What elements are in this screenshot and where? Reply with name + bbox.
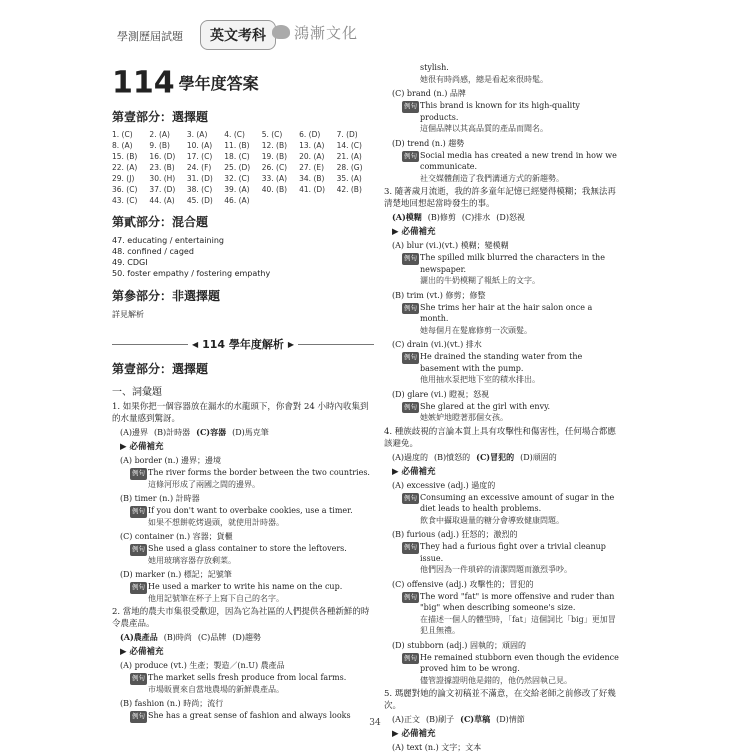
answer-item: 44. (A) [149, 196, 175, 205]
example-sentence [384, 652, 620, 687]
word-list [112, 660, 374, 722]
answer-item: 26. (C) [261, 163, 288, 172]
example-zh: 灑出的牛奶模糊了報紙上的文字。 [420, 276, 540, 285]
answer-item: 19. (B) [261, 152, 288, 161]
answer-item: 9. (B) [149, 141, 170, 150]
example-zh: 她用玻璃容器存放剩菜。 [148, 555, 236, 565]
example-tag: 例句 [130, 582, 147, 594]
part2-heading: 第貳部分：混合題 [112, 215, 209, 229]
word-entry: (A) blur (vi.)(vt.) 模糊；變模糊 [392, 241, 509, 250]
word-entry: (C) drain (vi.)(vt.) 排水 [392, 340, 482, 349]
series-title: 學測歷屆試題 [117, 30, 183, 43]
example-sentence [112, 467, 374, 490]
example-en: She has a great sense of fashion and always looks [148, 711, 351, 720]
option: (A)過度的 [392, 452, 429, 462]
example-zh: 儘管證據證明他是錯的，他仍然固執己見。 [420, 675, 572, 685]
example-sentence [112, 543, 374, 566]
option: (A)模糊 [392, 212, 422, 222]
example-sentence [384, 591, 620, 637]
answer-item: 22. (A) [112, 163, 138, 172]
example-en: Social media has created a new trend in how we communicate. [420, 150, 617, 171]
example-zh: 她嫉妒地瞪著那個女孩。 [420, 413, 508, 422]
example-en: If you don't want to overbake cookies, use a timer. [148, 506, 353, 515]
word-entry: (D) glare (vi.) 瞪視；怒視 [392, 389, 490, 399]
example-continued: stylish. 她很有時尚感，總是看起來很時髦。 [420, 63, 548, 84]
option-list [120, 632, 374, 643]
answer-item: 35. (A) [336, 174, 362, 183]
word-entry: (B) timer (n.) 計時器 [120, 494, 200, 503]
example-tag: 例句 [130, 506, 147, 518]
example-zh: 他用抽水泵把地下室的積水排出。 [420, 375, 540, 384]
answer-item: 23. (B) [149, 163, 175, 172]
example-en: They had a furious fight over a trivial cleanup issue. [420, 542, 606, 563]
option-list [392, 452, 620, 463]
option: (D)馬克筆 [232, 428, 269, 437]
example-tag: 例句 [402, 253, 419, 265]
option: (B)時尚 [163, 633, 192, 642]
vocab-subheading: 一、詞彙題 [112, 387, 162, 398]
example-en: He drained the standing water from the basement with the pump. [420, 352, 583, 373]
answer-item: 24. (F) [186, 163, 212, 172]
analysis-heading: 第壹部分：選擇題 [112, 362, 209, 376]
option: (C)排水 [461, 213, 491, 222]
example-tag: 例句 [130, 468, 147, 480]
answer-item: 17. (C) [186, 152, 213, 161]
example-zh: 飲食中攝取過量的糖分會導致健康問題。 [420, 515, 564, 525]
example-sentence [112, 672, 374, 695]
answer-item: 33. (A) [261, 174, 287, 183]
analysis-banner: ◀ 114 學年度解析 ▶ [112, 336, 374, 352]
answer-grid [112, 130, 374, 205]
word-entry: (C) container (n.) 容器；貨櫃 [120, 532, 233, 541]
example-en: This brand is known for its high-quality products. [420, 101, 580, 122]
example-sentence [112, 505, 374, 528]
answer-item: 36. (C) [112, 185, 138, 194]
example-en: The market sells fresh produce from local farms. [148, 673, 347, 682]
option: (C)冒犯的 [476, 451, 515, 462]
option-list [120, 427, 374, 438]
word-entry: (A) border (n.) 邊界；邊境 [120, 456, 222, 465]
example-tag: 例句 [130, 673, 147, 685]
answer-item: 41. (D) [299, 185, 326, 194]
answer-item: 2. (A) [149, 130, 170, 139]
answer-item: 25. (D) [224, 163, 251, 172]
example-tag: 例句 [402, 653, 419, 665]
answer-item: 5. (C) [261, 130, 283, 139]
answer-item: 40. (B) [261, 185, 288, 194]
answer-item: 37. (D) [149, 185, 176, 194]
part1-heading: 第壹部分：選擇題 [112, 110, 209, 124]
example-tag: 例句 [402, 493, 419, 505]
option: (A)邊界 [120, 428, 149, 437]
word-entry: (C) brand (n.) 品牌 [392, 89, 466, 98]
example-sentence [384, 401, 620, 424]
answer-item: 30. (H) [149, 174, 176, 183]
option-list [392, 212, 620, 223]
example-zh: 這個品牌以其高品質的產品而聞名。 [420, 124, 548, 133]
answer-item: 34. (B) [299, 174, 325, 183]
answer-item: 8. (A) [112, 141, 133, 150]
answer-item: 21. (A) [336, 152, 362, 161]
word-list [384, 480, 620, 687]
word-entry: (D) marker (n.) 標記；記號筆 [120, 570, 232, 579]
answer-item: 13. (A) [299, 141, 325, 150]
question-3: 3. 隨著歲月流逝，我的許多童年記憶已經變得模糊；我無法再清楚地回想起當時發生的事。 (A)模糊 (B)修剪 (C)排水 (D)怒視 ▶ 必備補充 (A) blur (vi.)(vt.) 模糊；變模糊 例句 The spilled milk blurred the characters in the newspaper. 灑出的牛奶模糊了報紙上的文字。 (B) trim (vt.) 修剪；修整 例句 She trims her hair at the hair salon once a month. 她每個月在髮廊修剪一次頭髮。 (C) drain (vi.)(vt.) 排水 例句 He drained the standing water from the basement with the pump. 他用抽水泵把地下室的積水排出。 (D) glare (vi.) 瞪視；怒視 例句 She glared at the girl with envy. 她嫉妒地瞪著那個女孩。 [384, 186, 620, 424]
example-zh: 這條河形成了兩國之間的邊界。 [148, 479, 260, 489]
answer-item: 29. (J) [112, 174, 135, 183]
answer-item: 32. (C) [224, 174, 250, 183]
word-entry: (A) produce (vt.) 生產；製造／(n.U) 農產品 [120, 661, 285, 670]
part3-heading: 第參部分：非選擇題 [112, 289, 221, 303]
example-zh: 她每個月在髮廊修剪一次頭髮。 [420, 325, 532, 335]
example-tag: 例句 [130, 711, 147, 723]
example-sentence [384, 351, 620, 386]
word-entry: (D) stubborn (adj.) 固執的；頑固的 [392, 640, 526, 650]
word-list [384, 240, 620, 424]
option: (D)頑固的 [520, 452, 557, 462]
answer-item: 38. (C) [186, 185, 213, 194]
question-1: 1. 如果你把一個容器放在漏水的水龍頭下，你會對 24 小時內收集到的水量感到驚訝。 (A)邊界 (B)計時器 (C)容器 (D)馬克筆 ▶ 必備補充 (A) border (n.) 邊界；邊境 例句 The river forms the border between the two countries. 這條河形成了兩國之間的邊界。 (B) timer (n.) 計時器 例句 If you don't want to overbake cookies, use a timer. 如果不想餅乾烤過頭，就使用計時器。 (C) container (n.) 容器；貨櫃 例句 She used a glass container to store the leftovers. 她用玻璃容器存放剩菜。 (D) marker (n.) 標記；記號筆 例句 He used a marker to write his name on the cup. 他用記號筆在杯子上寫下自己的名字。 [112, 401, 374, 604]
option: (B)修剪 [427, 213, 456, 222]
left-column [112, 62, 374, 723]
supplement-heading: ▶ 必備補充 [392, 227, 436, 237]
mixed-answer-item: 48. confined / caged [112, 247, 194, 256]
supplement-heading: ▶ 必備補充 [120, 442, 164, 452]
example-zh: 在描述一個人的體型時，「fat」這個詞比「big」更加冒犯且無禮。 [420, 614, 616, 635]
example-tag: 例句 [402, 542, 419, 554]
word-entry: (B) fashion (n.) 時尚；流行 [120, 699, 224, 708]
word-list [384, 742, 620, 753]
option: (A)正文 [392, 715, 421, 724]
mixed-answer-item: 50. foster empathy / fostering empathy [112, 269, 271, 278]
answer-item: 42. (B) [336, 185, 362, 194]
subject-badge: 英文考科 [200, 20, 276, 50]
answer-item: 45. (D) [186, 196, 213, 205]
example-tag: 例句 [402, 352, 419, 364]
answer-item: 31. (D) [186, 174, 213, 183]
example-tag: 例句 [130, 544, 147, 556]
example-zh: 他用記號筆在杯子上寫下自己的名字。 [148, 593, 284, 603]
answer-item: 10. (A) [186, 141, 213, 150]
option: (C)草稿 [460, 714, 491, 724]
word-list [384, 88, 620, 184]
example-sentence [384, 492, 620, 527]
page-title: 114 學年度答案 [112, 65, 259, 101]
example-tag: 例句 [402, 101, 419, 113]
example-sentence [384, 150, 620, 185]
answer-item: 3. (A) [186, 130, 208, 139]
answer-item: 7. (D) [336, 130, 358, 139]
answer-item: 20. (A) [299, 152, 325, 161]
option: (B)計時器 [154, 428, 191, 437]
answer-item: 46. (A) [224, 196, 250, 205]
page-number: 34 [369, 718, 381, 728]
publisher-logo: 鴻漸文化 [272, 22, 358, 43]
option: (D)趨勢 [232, 633, 261, 642]
option: (B)憤怒的 [434, 452, 471, 462]
example-en: She used a glass container to store the leftovers. [148, 544, 347, 553]
mixed-answer-item: 49. CDGI [112, 258, 148, 267]
word-entry: (D) trend (n.) 趨勢 [392, 138, 465, 148]
example-tag: 例句 [402, 592, 419, 604]
word-list [112, 455, 374, 604]
example-en: The word "fat" is more offensive and ruder than "big" when describing someone's size. [420, 591, 615, 612]
option: (A)農產品 [120, 632, 158, 642]
supplement-heading: ▶ 必備補充 [392, 466, 436, 477]
option: (B)刷子 [426, 715, 455, 724]
option: (D)情節 [496, 715, 525, 724]
answer-item: 15. (B) [112, 152, 138, 161]
answer-item: 14. (C) [336, 141, 362, 150]
example-sentence [384, 252, 620, 287]
word-entry: (B) furious (adj.) 狂怒的；激烈的 [392, 530, 518, 539]
mixed-answer-item: 47. educating / entertaining [112, 236, 224, 245]
part3-note: 詳見解析 [112, 310, 144, 319]
example-en: The river forms the border between the two countries. [148, 468, 370, 477]
example-en: She glared at the girl with envy. [420, 401, 551, 411]
example-en: He remained stubborn even though the evidence proved him to be wrong. [420, 652, 619, 673]
example-sentence [112, 581, 374, 604]
answer-item: 18. (C) [224, 152, 250, 161]
word-entry: (A) text (n.) 文字；文本 [392, 743, 482, 752]
example-tag: 例句 [402, 303, 419, 315]
answer-item: 12. (B) [261, 141, 288, 150]
word-entry: (C) offensive (adj.) 攻擊性的；冒犯的 [392, 579, 534, 589]
logo-icon [272, 25, 290, 39]
example-zh: 他們因為一件瑣碎的清潔問題而激烈爭吵。 [420, 565, 572, 574]
example-en: She trims her hair at the hair salon once a month. [420, 302, 593, 323]
answer-item: 4. (C) [224, 130, 245, 139]
example-tag: 例句 [402, 151, 419, 163]
supplement-heading: ▶ 必備補充 [120, 647, 164, 657]
example-en: The spilled milk blurred the characters in the newspaper. [420, 253, 605, 274]
supplement-heading: ▶ 必備補充 [392, 729, 436, 739]
option: (D)怒視 [496, 213, 525, 222]
option: (C)品牌 [197, 633, 227, 642]
page-header [0, 0, 750, 62]
example-zh: 社交媒體創造了我們溝通方式的新趨勢。 [420, 173, 564, 183]
example-en: Consuming an excessive amount of sugar in the diet leads to health problems. [420, 492, 615, 513]
example-tag: 例句 [402, 402, 419, 414]
answer-item: 27. (E) [299, 163, 325, 172]
answer-item: 11. (B) [224, 141, 250, 150]
answer-item: 16. (D) [149, 152, 176, 161]
word-entry: (A) excessive (adj.) 過度的 [392, 480, 496, 490]
example-zh: 市場販賣來自當地農場的新鮮農產品。 [148, 684, 284, 694]
option: (C)容器 [196, 427, 227, 437]
question-4: 4. 種族歧視的言論本質上具有攻擊性和傷害性，任何場合都應該避免。 (A)過度的 (B)憤怒的 (C)冒犯的 (D)頑固的 ▶ 必備補充 (A) excessive (adj.) 過度的 例句 Consuming an excessive amount of sugar in the diet leads to health problems. 飲食中攝取過量的糖分會導致健康問題。 (B) furious (adj.) 狂怒的；激烈的 例句 They had a furious fight over a trivial cleanup issue. 他們因為一件瑣碎的清潔問題而激烈爭吵。 (C) offensive (adj.) 攻擊性的；冒犯的 例句 The word "fat" is more offensive and ruder than "big" when describing someone's size. 在描述一個人的體型時，「fat」這個詞比「big」更加冒犯且無禮。 (D) stubborn (adj.) 固執的；頑固的 例句 He remained stubborn even though the evidence proved him to be wrong. 儘管證據證明他是錯的，他仍然固執己見。 [384, 426, 619, 685]
example-sentence [384, 302, 620, 337]
answer-item: 1. (C) [112, 130, 133, 139]
right-column [384, 62, 620, 754]
example-sentence [384, 100, 620, 135]
answer-item: 6. (D) [299, 130, 321, 139]
word-entry: (B) trim (vt.) 修剪；修整 [392, 290, 486, 300]
mixed-answers [112, 235, 374, 279]
example-en: He used a marker to write his name on the cup. [148, 582, 343, 591]
answer-item: 28. (G) [336, 163, 363, 172]
example-sentence [384, 541, 620, 576]
example-zh: 如果不想餅乾烤過頭，就使用計時器。 [148, 517, 284, 527]
question-2: 2. 當地的農夫市集很受歡迎，因為它為社區的人們提供各種新鮮的時令農產品。 (A)農產品 (B)時尚 (C)品牌 (D)趨勢 ▶ 必備補充 (A) produce (vt.) 生產；製造／(n.U) 農產品 例句 The market sells fresh produce from local farms. 市場販賣來自當地農場的新鮮農產品。 (B) fashion (n.) 時尚；流行 例句 She has a great sense of fashion and always looks [112, 606, 374, 722]
answer-item: 43. (C) [112, 196, 138, 205]
answer-item: 39. (A) [224, 185, 250, 194]
question-5: 5. 瑪麗對她的論文初稿並不滿意，在交給老師之前修改了好幾次。 (A)正文 (B)刷子 (C)草稿 (D)情節 ▶ 必備補充 (A) text (n.) 文字；文本 [384, 688, 620, 753]
